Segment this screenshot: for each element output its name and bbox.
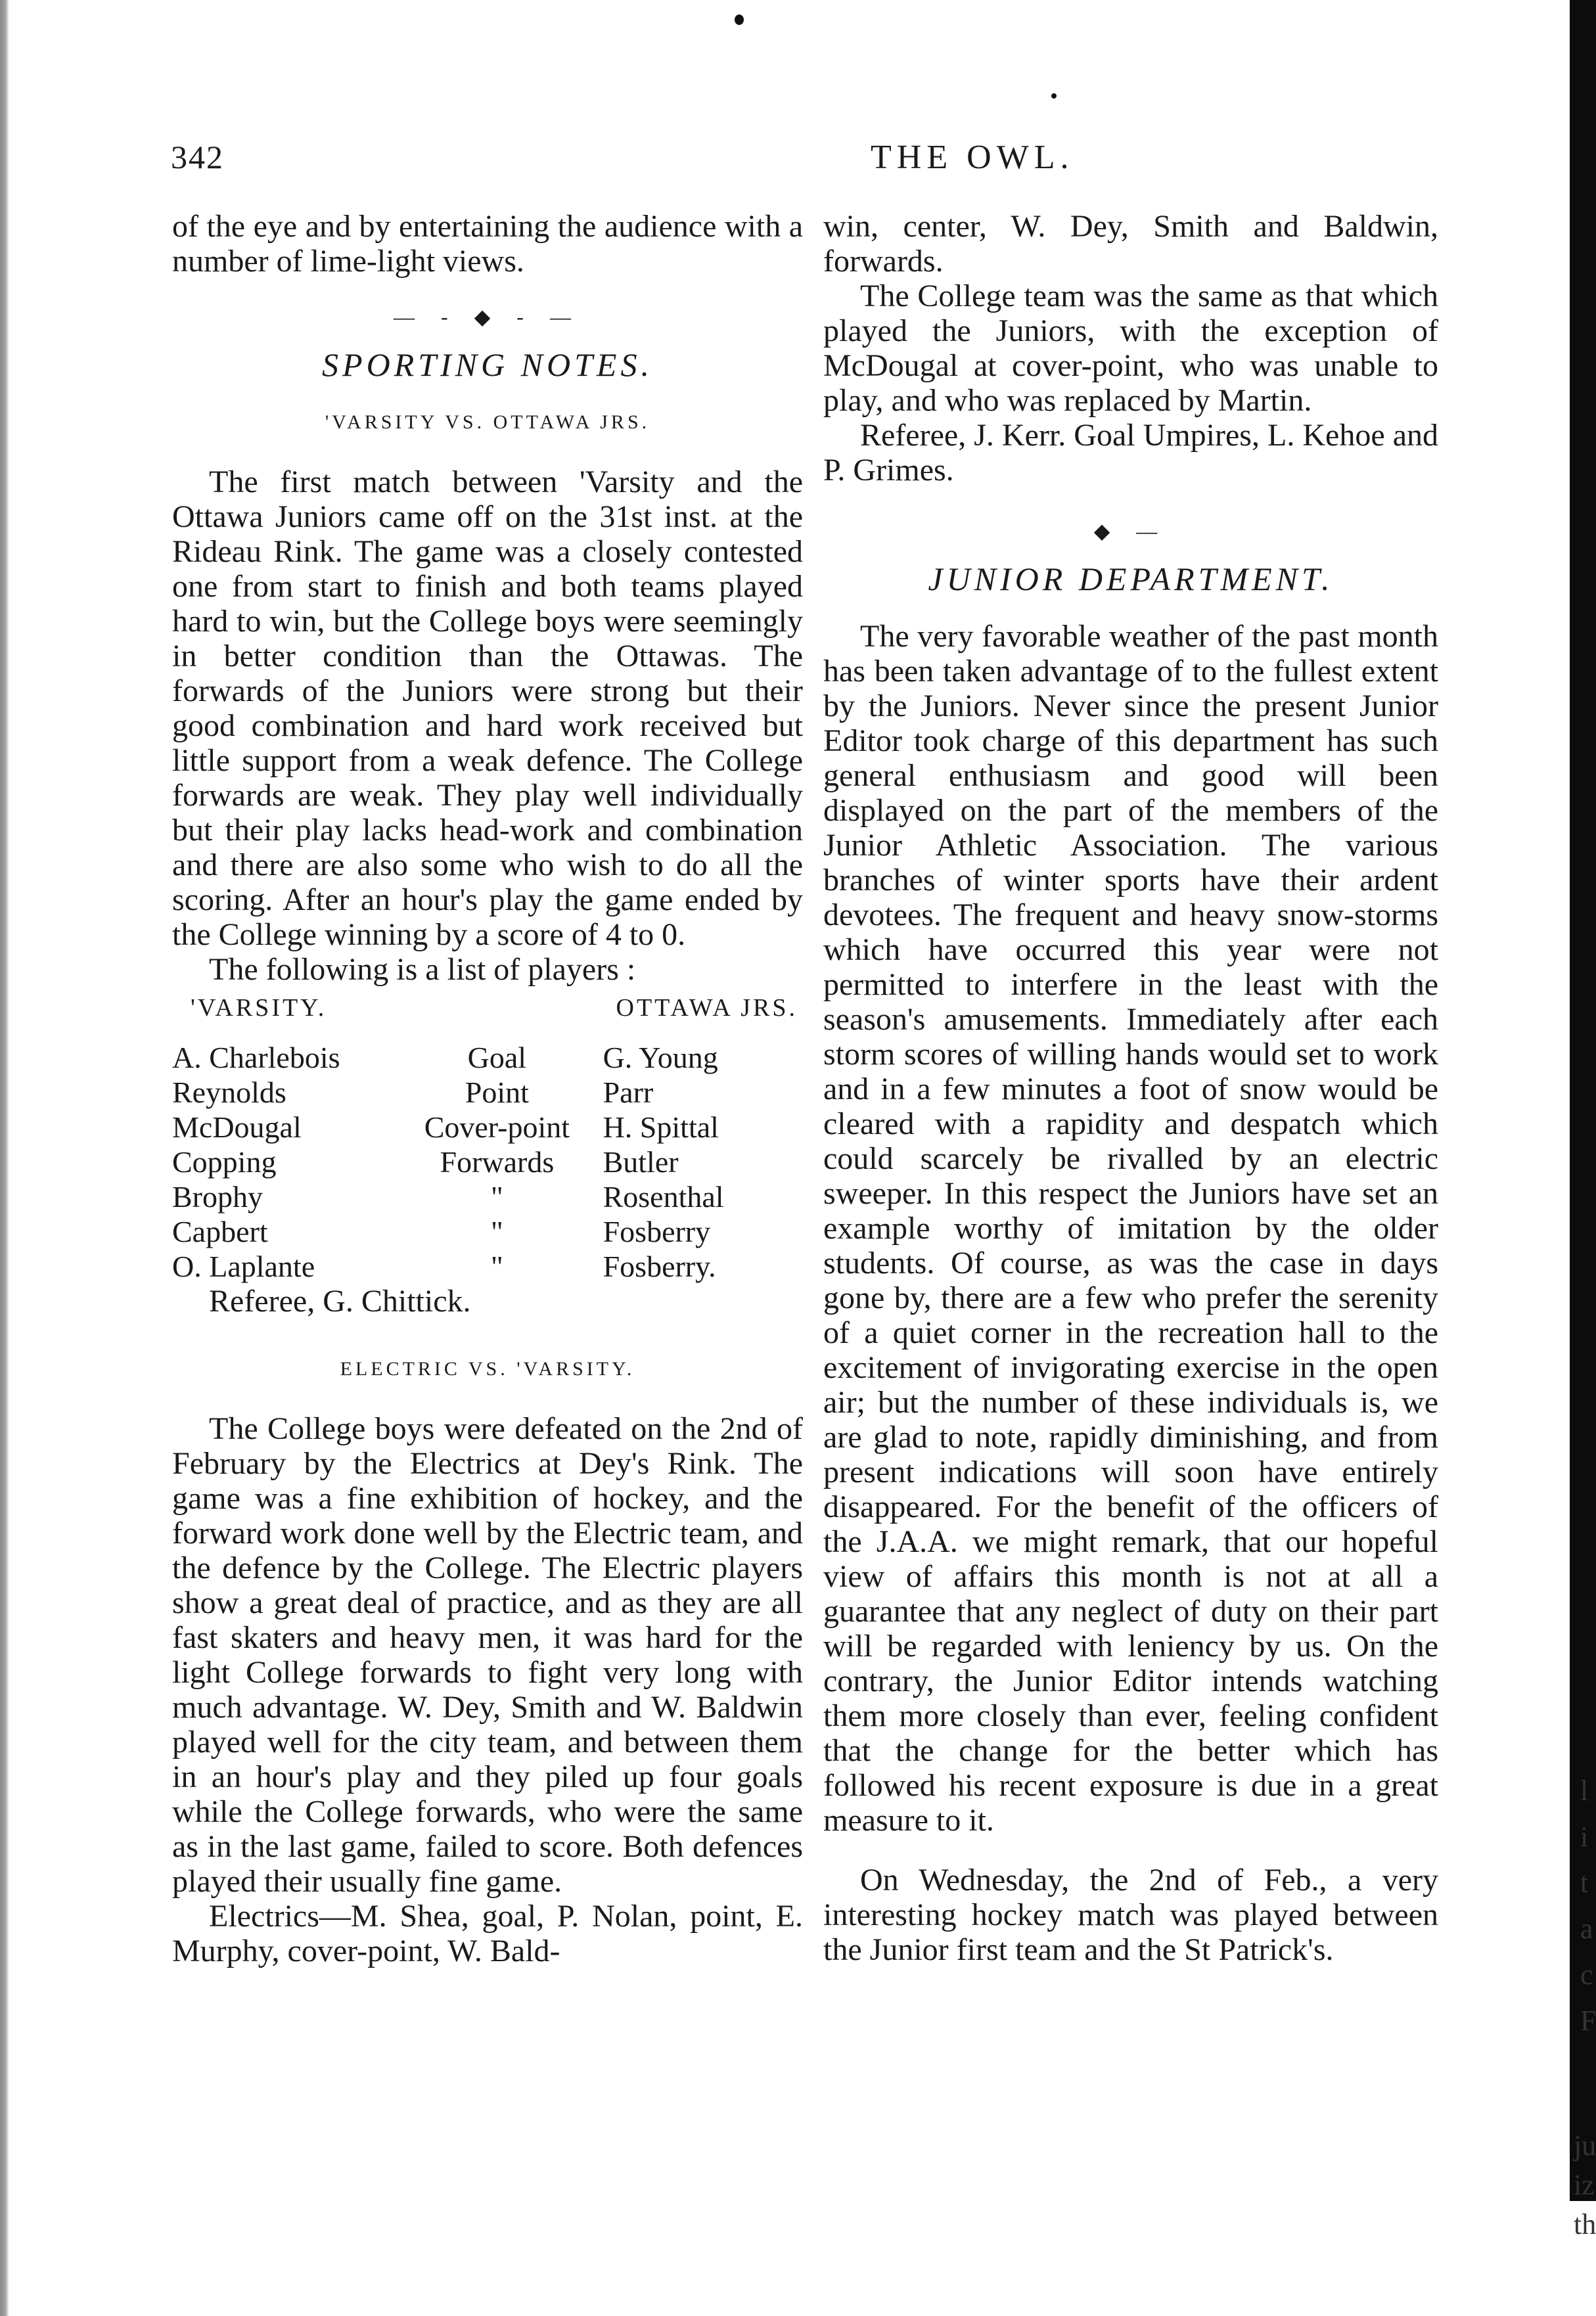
running-title: THE OWL. bbox=[871, 139, 1074, 176]
roster-player-right: Fosberry bbox=[603, 1215, 711, 1248]
margin-fragment: l bbox=[1580, 1775, 1589, 1807]
roster-row bbox=[172, 1214, 803, 1249]
match2-heading: ELECTRIC VS. 'VARSITY. bbox=[340, 1358, 635, 1380]
roster-referee: Referee, G. Chittick. bbox=[209, 1284, 471, 1319]
paragraph-gap bbox=[823, 1838, 1438, 1863]
scan-speck bbox=[1051, 93, 1057, 99]
roster-team-varsity: 'VARSITY. bbox=[191, 994, 327, 1022]
roster-position: " bbox=[490, 1215, 503, 1248]
roster-row bbox=[172, 1075, 803, 1110]
right-column bbox=[823, 209, 1438, 1967]
roster-player-left: O. Laplante bbox=[172, 1250, 315, 1283]
margin-fragment: c bbox=[1580, 1959, 1593, 1991]
margin-fragment: F bbox=[1580, 2005, 1596, 2037]
roster-position: Cover-point bbox=[424, 1110, 570, 1144]
separator-ornament: — - ◆ - — bbox=[394, 305, 581, 329]
match1-heading: 'VARSITY VS. OTTAWA JRS. bbox=[325, 411, 650, 433]
roster-team-ottawa: OTTAWA JRS. bbox=[616, 994, 798, 1022]
roster-player-left: A. Charlebois bbox=[172, 1041, 340, 1074]
section-title-sporting-notes: SPORTING NOTES. bbox=[322, 346, 653, 383]
roster-row bbox=[172, 1145, 803, 1179]
roster-player-right: Rosenthal bbox=[603, 1180, 724, 1214]
scan-edge-left bbox=[0, 0, 9, 2316]
roster-header bbox=[172, 991, 803, 1026]
roster-player-right: Butler bbox=[603, 1145, 679, 1179]
roster-position: Goal bbox=[467, 1041, 527, 1074]
junior-paragraph: On Wednesday, the 2nd of Feb., a very interesting hockey match was played between the Junior first team and the St Patrick's. bbox=[823, 1863, 1438, 1967]
match2-paragraph: The College boys were defeated on the 2nd of February by the Electrics at Dey's Rink. The game was a fine exhibition of hockey, and the forward work done well by the Electric team, and the defence by the College. The Electric players show a great deal of practice, and as they are all fast skaters and heavy men, it was hard for the light College forwards to fight very long with much advantage. W. Dey, Smith and W. Baldwin played well for the city team, and between them in an hour's play and they piled up four goals while the College forwards, who were the same as in the last game, failed to score. Both defences played their usually fine game. bbox=[172, 1411, 803, 1899]
roster-player-left: McDougal bbox=[172, 1110, 302, 1144]
margin-fragment: t bbox=[1580, 1867, 1589, 1899]
margin-fragment: a bbox=[1580, 1913, 1593, 1945]
officials-paragraph: Referee, J. Kerr. Goal Umpires, L. Kehoe and P. Grimes. bbox=[823, 418, 1438, 488]
roster-row bbox=[172, 1249, 803, 1284]
roster-player-left: Capbert bbox=[172, 1215, 268, 1248]
page-header bbox=[158, 138, 1446, 191]
roster-position: " bbox=[490, 1180, 503, 1214]
roster-player-right: Fosberry. bbox=[603, 1250, 716, 1283]
roster-player-left: Reynolds bbox=[172, 1076, 286, 1109]
college-team-paragraph: The College team was the same as that which played the Juniors, with the exception of McDougal at cover-point, who was unable to play, and who was replaced by Martin. bbox=[823, 279, 1438, 418]
roster-position: Forwards bbox=[440, 1145, 555, 1179]
continued-text: win, center, W. Dey, Smith and Baldwin, forwards. bbox=[823, 209, 1438, 279]
scan-speck bbox=[735, 14, 744, 25]
separator-ornament: ◆ — bbox=[1093, 519, 1168, 543]
margin-fragment: th bbox=[1574, 2208, 1596, 2240]
roster-position: " bbox=[490, 1250, 503, 1283]
margin-fragment: ju bbox=[1574, 2129, 1596, 2162]
roster-player-left: Copping bbox=[172, 1145, 277, 1179]
junior-paragraph: The very favorable weather of the past month has been taken advantage of to the fullest extent by the Juniors. Never since the present Junior Editor took charge of this department has such general enthusiasm and good will been displayed on the part of the members of the Junior Athletic Association. The various branches of winter sports have their ardent devotees. The frequent and heavy snow-storms which have occurred this year were not permitted to interfere in the least with the season's amusements. Immediately after each storm scores of willing hands would set to work and in a few minutes a foot of snow would be cleared with a rapidity and despatch which could scarcely be rivalled by an electric sweeper. In this respect the Juniors have set an example worthy of imitation by the older students. Of course, as was the case in days gone by, there are a few who prefer the serenity of a quiet corner in the recreation hall to the excitement of invigorating exercise in the open air; but the number of these individuals is, we are glad to note, rapidly diminishing, and from present indications will soon have entirely disappeared. For the benefit of the officers of the J.A.A. we might remark, that our hopeful view of affairs this month is not at all a guarantee that any neglect of duty on their part will be regarded with leniency by us. On the contrary, the Junior Editor intends watching them more closely than ever, feeling confident that the change for the better which has followed his recent exposure is due in a great measure to it. bbox=[823, 619, 1438, 1838]
roster-player-right: G. Young bbox=[603, 1041, 718, 1074]
roster-row bbox=[172, 1179, 803, 1214]
section-title-junior-department: JUNIOR DEPARTMENT. bbox=[928, 560, 1334, 597]
match1-paragraph: The first match between 'Varsity and the Ottawa Juniors came off on the 31st inst. at the Rideau Rink. The game was a closely contested one from start to finish and both teams played hard to win, but the College boys were seemingly in better condition than the Ottawas. The forwards of the Juniors were strong but their good combination and hard work received but little support from a weak defence. The College forwards are weak. They play well individually but their play lacks head-work and combination and there are also some who wish to do all the scoring. After an hour's play the game ended by the College winning by a score of 4 to 0. bbox=[172, 465, 803, 952]
margin-fragment: i bbox=[1580, 1821, 1589, 1853]
left-column bbox=[172, 209, 803, 1968]
margin-fragment: iz bbox=[1574, 2169, 1595, 2201]
roster-player-right: Parr bbox=[603, 1076, 654, 1109]
roster-row bbox=[172, 1110, 803, 1145]
intro-text: of the eye and by entertaining the audience with a number of lime-light views. bbox=[172, 209, 803, 279]
roster-player-right: H. Spittal bbox=[603, 1110, 719, 1144]
roster-position: Point bbox=[465, 1076, 529, 1109]
roster-player-left: Brophy bbox=[172, 1180, 263, 1214]
match1-paragraph: The following is a list of players : bbox=[209, 952, 636, 987]
roster-table bbox=[172, 1040, 803, 1284]
match2-paragraph: Electrics—M. Shea, goal, P. Nolan, point, E. Murphy, cover-point, W. Bald- bbox=[172, 1899, 803, 1968]
roster-row bbox=[172, 1040, 803, 1075]
page-number: 342 bbox=[171, 139, 224, 175]
